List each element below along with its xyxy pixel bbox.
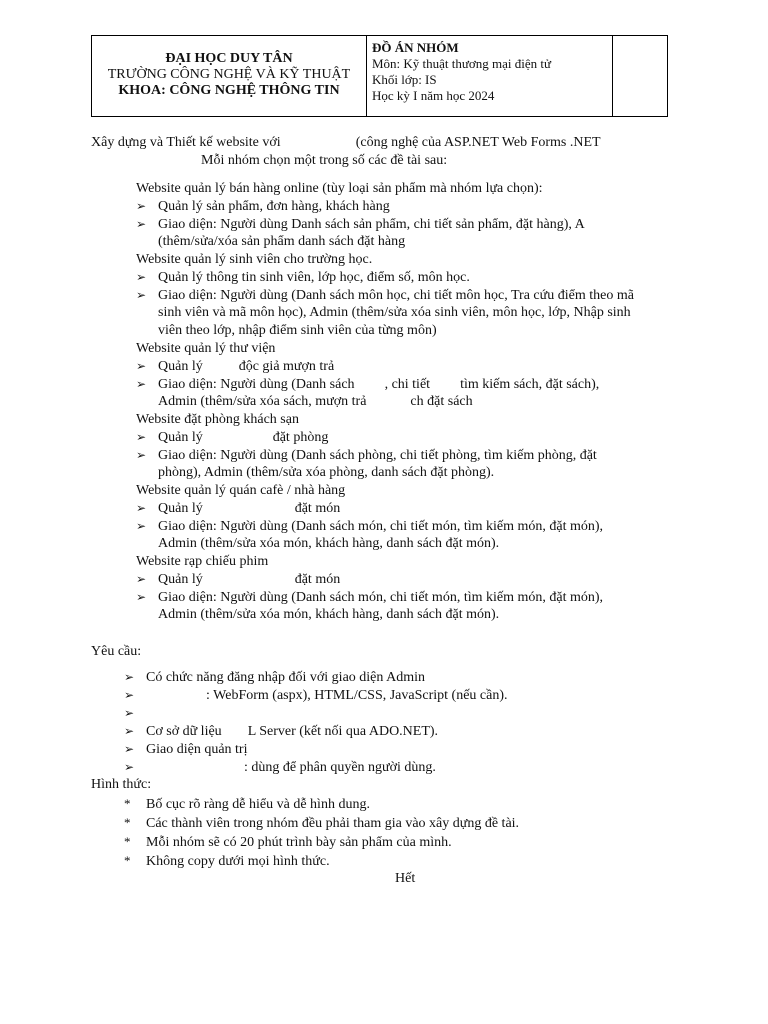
intro-line-1: [91, 134, 601, 152]
asterisk-icon: *: [124, 834, 131, 849]
arrow-icon: ➢: [136, 288, 147, 302]
header-table: [91, 35, 668, 117]
topic-3-bullet-2: ➢ Giao diện: Người dùng (Danh sách , chi tiết tìm kiếm sách, đặt sách),: [136, 377, 600, 392]
topic-2-bullet-2-cont-1: sinh viên và mã môn học), Admin (thêm/sửa xóa sinh viên, môn học, lớp, Nhập sinh: [158, 305, 631, 320]
topic-4-bullet-2-cont: phòng), Admin (thêm/sửa xóa phòng, danh sách đặt phòng).: [158, 465, 495, 480]
requirement-2: ➢ : WebForm (aspx), HTML/CSS, JavaScript (nếu cần).: [124, 688, 508, 703]
arrow-icon: ➢: [136, 359, 147, 373]
university-name: ĐẠI HỌC DUY TÂN: [165, 51, 293, 66]
arrow-icon: ➢: [136, 377, 147, 391]
subject: Môn: Kỹ thuật thương mại điện tử: [371, 56, 552, 71]
asterisk-icon: *: [124, 853, 131, 868]
topic-2-title: Website quản lý sinh viên cho trường học.: [136, 252, 373, 267]
arrow-icon: ➢: [136, 199, 147, 213]
arrow-icon: ➢: [124, 724, 135, 738]
topic-3-title: Website quản lý thư viện: [136, 341, 276, 356]
arrow-icon: ➢: [136, 572, 147, 586]
arrow-icon: ➢: [136, 270, 147, 284]
topic-3-bullet-1: ➢ Quản lý độc giả mượn trả: [136, 359, 335, 374]
form-item-1: * Bố cục rõ ràng dễ hiểu và dễ hình dung.: [124, 796, 370, 812]
topic-4-bullet-1: ➢ Quản lý đặt phòng: [136, 430, 329, 445]
arrow-icon: ➢: [124, 742, 135, 756]
topic-4-title: Website đặt phòng khách sạn: [136, 412, 299, 427]
form-item-4: * Không copy dưới mọi hình thức.: [124, 853, 330, 869]
arrow-icon: ➢: [124, 706, 135, 720]
requirements-heading: Yêu cầu:: [91, 644, 142, 659]
topic-6-bullet-2: ➢ Giao diện: Người dùng (Danh sách món, chi tiết món, tìm kiếm món, đặt món),: [136, 590, 604, 605]
asterisk-icon: *: [124, 796, 131, 811]
topic-1-title: Website quản lý bán hàng online (tùy loại sản phẩm mà nhóm lựa chọn):: [136, 181, 543, 196]
university-cell: [92, 36, 367, 117]
topic-6-bullet-1: ➢ Quản lý đặt món: [136, 572, 341, 587]
arrow-icon: ➢: [136, 217, 147, 231]
arrow-icon: ➢: [136, 430, 147, 444]
class-info: Khối lớp: IS: [371, 72, 437, 87]
project-title: ĐỒ ÁN NHÓM: [371, 40, 459, 55]
form-heading: Hình thức:: [91, 777, 152, 792]
requirement-6: ➢ : dùng để phân quyền người dùng.: [124, 760, 436, 775]
form-item-3: * Mỗi nhóm sẽ có 20 phút trình bày sản phẩm của mình.: [124, 834, 452, 850]
intro-text-a: Xây dựng và Thiết kế website với: [91, 135, 281, 150]
topic-4-bullet-2: ➢ Giao diện: Người dùng (Danh sách phòng, chi tiết phòng, tìm kiếm phòng, đặt: [136, 448, 597, 463]
topic-5-bullet-2-cont: Admin (thêm/sửa xóa món, khách hàng, danh sách đặt món).: [158, 536, 500, 551]
project-info-cell: [366, 36, 612, 117]
arrow-icon: ➢: [124, 670, 135, 684]
requirement-5: ➢ Giao diện quản trị: [124, 742, 248, 757]
arrow-icon: ➢: [136, 519, 147, 533]
topic-5-bullet-1: ➢ Quản lý đặt món: [136, 501, 341, 516]
arrow-icon: ➢: [124, 760, 135, 774]
topic-1-bullet-1: ➢ Quản lý sản phẩm, đơn hàng, khách hàng: [136, 199, 390, 214]
form-item-2: * Các thành viên trong nhóm đều phải tham gia vào xây dựng đề tài.: [124, 815, 520, 831]
arrow-icon: ➢: [136, 590, 147, 604]
faculty-name: KHOA: CÔNG NGHỆ THÔNG TIN: [118, 83, 340, 98]
topic-6-title: Website rạp chiếu phim: [136, 554, 269, 569]
arrow-icon: ➢: [136, 448, 147, 462]
arrow-icon: ➢: [136, 501, 147, 515]
intro-line-2: Mỗi nhóm chọn một trong số các đề tài sau:: [201, 153, 448, 168]
topic-6-bullet-2-cont: Admin (thêm/sửa xóa món, khách hàng, danh sách đặt món).: [158, 607, 500, 622]
blank-cell: [612, 36, 667, 117]
end-text: Hết: [395, 871, 416, 886]
topic-2-bullet-2-cont-2: viên theo lớp, nhập điểm sinh viên của từng môn): [158, 323, 437, 338]
topic-1-bullet-2-cont: (thêm/sửa/xóa sản phẩm danh sách đặt hàng: [158, 234, 406, 249]
requirement-3: [124, 704, 146, 723]
semester: Học kỳ I năm học 2024: [371, 88, 495, 103]
topic-1-bullet-2: ➢ Giao diện: Người dùng Danh sách sản phẩm, chi tiết sản phẩm, đặt hàng), A: [136, 217, 585, 232]
requirement-1: ➢ Có chức năng đăng nhập đối với giao diện Admin: [124, 670, 426, 685]
asterisk-icon: *: [124, 815, 131, 830]
topic-5-bullet-2: ➢ Giao diện: Người dùng (Danh sách món, chi tiết món, tìm kiếm món, đặt món),: [136, 519, 604, 534]
intro-text-b: (công nghệ của ASP.NET Web Forms .NET: [355, 135, 601, 150]
topic-3-bullet-2-cont: Admin (thêm/sửa xóa sách, mượn trả ch đặt sách: [158, 394, 473, 409]
arrow-icon: ➢: [124, 688, 135, 702]
topic-5-title: Website quản lý quán cafè / nhà hàng: [136, 483, 346, 498]
school-name: TRƯỜNG CÔNG NGHỆ VÀ KỸ THUẬT: [107, 67, 351, 82]
topic-2-bullet-1: ➢ Quản lý thông tin sinh viên, lớp học, điểm số, môn học.: [136, 270, 470, 285]
requirement-4: ➢ Cơ sở dữ liệu L Server (kết nối qua ADO.NET).: [124, 724, 439, 739]
topic-2-bullet-2: ➢ Giao diện: Người dùng (Danh sách môn học, chi tiết môn học, Tra cứu điểm theo mã: [136, 288, 634, 303]
